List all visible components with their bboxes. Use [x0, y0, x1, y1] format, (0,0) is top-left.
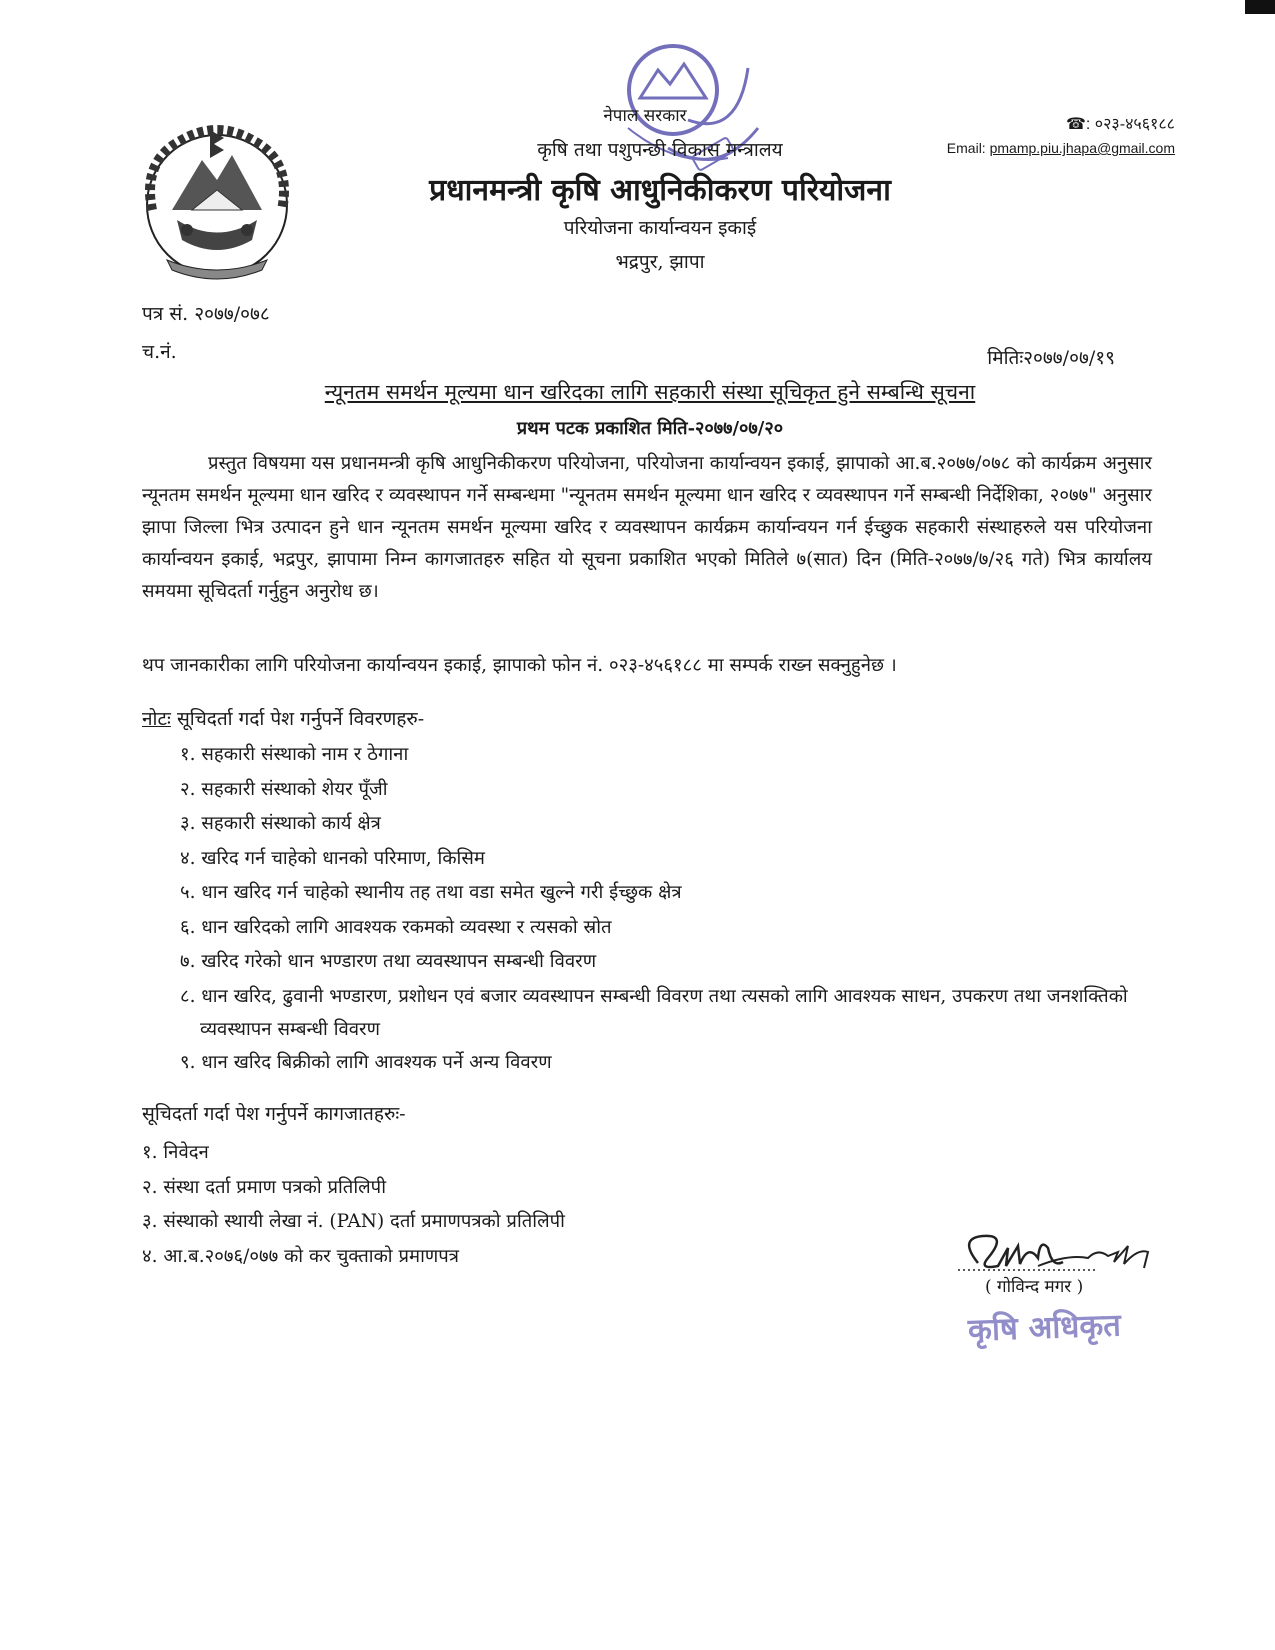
- office-location: भद्रपुर, झापा: [615, 251, 705, 273]
- list-item: १. निवेदन: [142, 1142, 209, 1163]
- required-documents-list: [142, 1136, 565, 1274]
- list-item: १. सहकारी संस्थाको नाम र ठेगाना: [180, 744, 409, 765]
- contact-info-line: थप जानकारीका लागि परियोजना कार्यान्वयन इकाई, झापाको फोन नं. ०२३-४५६१८८ मा सम्पर्क राख्न सक्नुहुनेछ ।: [142, 655, 897, 676]
- list-item: २. सहकारी संस्थाको शेयर पूँजी: [180, 778, 388, 800]
- ministry-name: कृषि तथा पशुपन्छी विकास मन्त्रालय: [537, 139, 783, 161]
- email-link[interactable]: pmamp.piu.jhapa@gmail.com: [989, 140, 1175, 156]
- unit-name: परियोजना कार्यान्वयन इकाई: [563, 217, 757, 239]
- phone-number: ☎: ०२३-४५६१८८: [1065, 116, 1175, 133]
- nepal-emblem-icon: [132, 120, 302, 290]
- project-name: प्रधानमन्त्री कृषि आधुनिकीकरण परियोजना: [429, 173, 891, 208]
- body-paragraph: प्रस्तुत विषयमा यस प्रधानमन्त्री कृषि आधुनिकीकरण परियोजना, परियोजना कार्यान्वयन इकाई, झापाको आ.ब.२०७७/०७८ को कार्यक्रम अनुसार न्यूनतम समर्थन मूल्यमा धान खरिद र व्यवस्थापन गर्ने सम्बन्धमा "न्यूनतम समर्थन मूल्यमा धान खरिद र व्यवस्थापन गर्ने सम्बन्धी निर्देशिका, २०७७" अनुसार झापा जिल्ला भित्र उत्पादन हुने धान न्यूनतम समर्थन मूल्यमा खरिद र व्यवस्थापन कार्यक्रम कार्यान्वयन गर्न ईच्छुक सहकारी संस्थाहरुले यस परियोजना कार्यान्वयन इकाई, भद्रपुर, झापामा निम्न कागजातहरु सहित यो सूचना प्रकाशित भएको मितिले ७(सात) दिन (मिति-२०७७/७/२६ गते) भित्र कार्यालय समयमा सूचिदर्ता गर्नुहुन अनुरोध छ।: [142, 453, 1152, 602]
- letter-date: मितिः२०७७/०७/१९: [987, 347, 1115, 369]
- required-details-list: [180, 738, 1140, 1080]
- list-item: २. संस्था दर्ता प्रमाण पत्रको प्रतिलिपी: [142, 1176, 386, 1198]
- list-item: ५. धान खरिद गर्न चाहेको स्थानीय तह तथा वडा समेत खुल्ने गरी ईच्छुक क्षेत्र: [180, 882, 682, 903]
- list-item: ४. खरिद गर्न चाहेको धानको परिमाण, किसिम: [180, 847, 485, 869]
- notice-subject: न्यूनतम समर्थन मूल्यमा धान खरिदका लागि सहकारी संस्था सूचिकृत हुने सम्बन्धि सूचना: [324, 380, 976, 404]
- first-published-date: प्रथम पटक प्रकाशित मिति-२०७७/०७/२०: [516, 418, 784, 439]
- list-item: ३. सहकारी संस्थाको कार्य क्षेत्र: [180, 813, 381, 834]
- email-row: [947, 140, 1175, 156]
- note-label: नोटः: [142, 708, 171, 730]
- scan-corner-mark: [1245, 0, 1275, 14]
- note-title: सूचिदर्ता गर्दा पेश गर्नुपर्ने विवरणहरु-: [176, 708, 425, 730]
- designation-stamp: कृषि अधिकृत: [967, 1307, 1122, 1349]
- dispatch-number: च.नं.: [142, 341, 177, 363]
- list-item: ४. आ.ब.२०७६/०७७ को कर चुक्ताको प्रमाणपत्र: [142, 1245, 459, 1267]
- list-item: ८. धान खरिद, ढुवानी भण्डारण, प्रशोधन एवं बजार व्यवस्थापन सम्बन्धी विवरण तथा त्यसको लागि आवश्यक साधन, उपकरण तथा जनशक्तिको व्यवस्थापन सम्बन्धी विवरण: [180, 985, 1128, 1040]
- documents-heading: सूचिदर्ता गर्दा पेश गर्नुपर्ने कागजातहरुः-: [142, 1103, 406, 1125]
- note-heading: [142, 705, 424, 731]
- email-label: Email:: [946, 140, 986, 156]
- signatory-name: ( गोविन्द मगर ): [985, 1277, 1084, 1297]
- list-item: ९. धान खरिद बिक्रीको लागि आवश्यक पर्ने अन्य विवरण: [180, 1051, 552, 1073]
- contact-block: [947, 112, 1175, 156]
- letter-number: पत्र सं. २०७७/०७८: [142, 303, 270, 325]
- list-item: ३. संस्थाको स्थायी लेखा नं. (PAN) दर्ता प्रमाणपत्रको प्रतिलिपी: [142, 1211, 565, 1232]
- government-name: नेपाल सरकार: [603, 106, 687, 126]
- list-item: ७. खरिद गरेको धान भण्डारण तथा व्यवस्थापन सम्बन्धी विवरण: [180, 951, 597, 972]
- list-item: ६. धान खरिदको लागि आवश्यक रकमको व्यवस्था र त्यसको स्रोत: [180, 916, 612, 938]
